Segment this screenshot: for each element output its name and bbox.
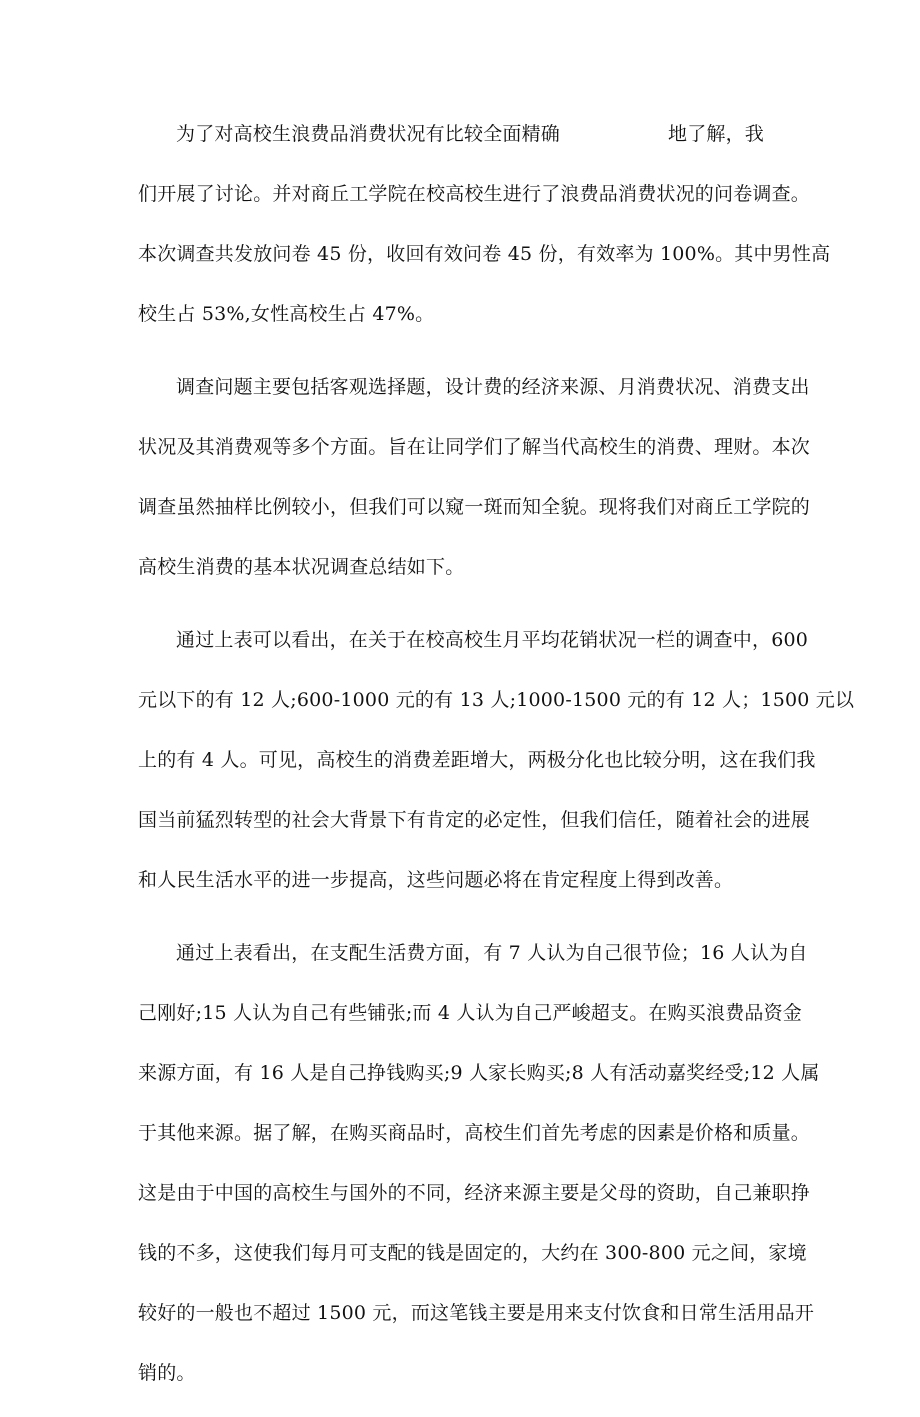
paragraph-4-line-8: 销的。 [138,1362,196,1384]
paragraph-2-line-3: 调查虽然抽样比例较小，但我们可以窥一斑而知全貌。现将我们对商丘工学院的 [138,496,811,518]
paragraph-1-line-2: 们开展了讨论。并对商丘工学院在校高校生进行了浪费品消费状况的问卷调查。 [138,183,811,205]
paragraph-4-line-2: 己刚好;15 人认为自己有些铺张;而 4 人认为自己严峻超支。在购买浪费品资金 [138,1002,802,1024]
paragraph-4-line-1: 通过上表看出，在支配生活费方面，有 7 人认为自己很节俭；16 人认为自 [176,942,808,964]
paragraph-3-line-2: 元以下的有 12 人;600-1000 元的有 13 人;1000-1500 元的有 12 人；1500 元以 [138,689,855,711]
paragraph-1-line-3: 本次调查共发放问卷 45 份，收回有效问卷 45 份，有效率为 100%。其中男性高 [138,243,831,265]
paragraph-3-line-4: 国当前猛烈转型的社会大背景下有肯定的必定性，但我们信任，随着社会的进展 [138,809,811,831]
paragraph-4-line-4: 于其他来源。据了解，在购买商品时，高校生们首先考虑的因素是价格和质量。 [138,1122,811,1144]
paragraph-1-line-1-head: 为了对高校生浪费品消费状况有比较全面精确 [176,123,561,145]
paragraph-4-line-6: 钱的不多，这使我们每月可支配的钱是固定的，大约在 300-800 元之间，家境 [138,1242,807,1264]
document-page [138,120,855,1417]
paragraph-4-line-3: 来源方面，有 16 人是自己挣钱购买;9 人家长购买;8 人有活动嘉奖经受;12 人属 [138,1062,820,1084]
paragraph-3 [138,626,855,895]
paragraph-2-line-4: 高校生消费的基本状况调查总结如下。 [138,556,465,578]
paragraph-2-line-1: 调查问题主要包括客观选择题，设计费的经济来源、月消费状况、消费支出 [176,376,810,398]
paragraph-1 [138,120,831,329]
paragraph-4 [138,939,820,1388]
paragraph-1-line-1 [138,120,798,149]
paragraph-3-line-5: 和人民生活水平的进一步提高，这些问题必将在肯定程度上得到改善。 [138,869,734,891]
paragraph-3-line-3: 上的有 4 人。可见，高校生的消费差距增大，两极分化也比较分明，这在我们我 [138,749,816,771]
paragraph-1-line-4: 校生占 53%,女性高校生占 47%。 [138,303,435,325]
paragraph-3-line-1: 通过上表可以看出，在关于在校高校生月平均花销状况一栏的调查中，600 [176,629,809,651]
paragraph-1-line-1-tail: 地了解，我 [668,123,765,145]
paragraph-4-line-7: 较好的一般也不超过 1500 元，而这笔钱主要是用来支付饮食和日常生活用品开 [138,1302,815,1324]
paragraph-2 [138,373,811,582]
paragraph-2-line-2: 状况及其消费观等多个方面。旨在让同学们了解当代高校生的消费、理财。本次 [138,436,811,458]
paragraph-4-line-5: 这是由于中国的高校生与国外的不同，经济来源主要是父母的资助，自己兼职挣 [138,1182,811,1204]
